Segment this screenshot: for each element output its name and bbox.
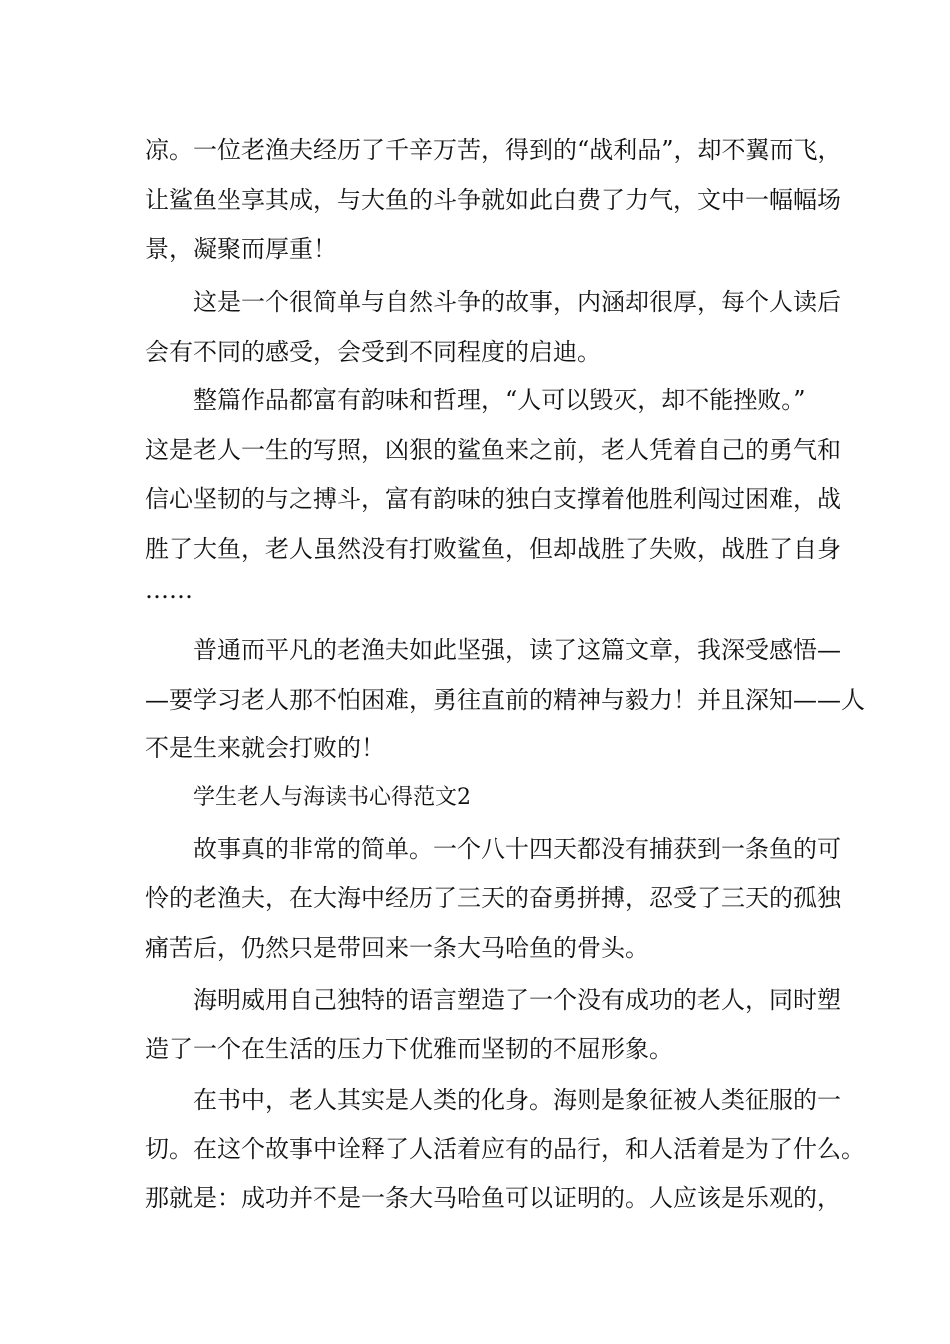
- body-text-line: 会有不同的感受，会受到不同程度的启迪。: [145, 338, 601, 366]
- body-text-line: 海明威用自己独特的语言塑造了一个没有成功的老人，同时塑: [193, 986, 841, 1014]
- body-text-line: 那就是：成功并不是一条大马哈鱼可以证明的。人应该是乐观的，: [145, 1184, 841, 1212]
- body-text-line: 这是一个很简单与自然斗争的故事，内涵却很厚，每个人读后: [193, 288, 841, 316]
- body-text-line: 普通而平凡的老渔夫如此坚强，读了这篇文章，我深受感悟—: [193, 636, 841, 664]
- body-text-line: —要学习老人那不怕困难，勇往直前的精神与毅力！并且深知——人: [145, 686, 865, 714]
- section-heading: 学生老人与海读书心得范文2: [193, 785, 471, 810]
- body-text-line: 让鲨鱼坐享其成，与大鱼的斗争就如此白费了力气，文中一幅幅场: [145, 186, 841, 214]
- body-text-line: 景，凝聚而厚重！: [145, 235, 337, 263]
- body-text-line: 造了一个在生活的压力下优雅而坚韧的不屈形象。: [145, 1035, 673, 1063]
- body-text-line: 不是生来就会打败的！: [145, 734, 385, 762]
- body-text-line: 这是老人一生的写照，凶狠的鲨鱼来之前，老人凭着自己的勇气和: [145, 436, 841, 464]
- body-text-line: 凉。一位老渔夫经历了千辛万苦，得到的“战利品”，却不翼而飞，: [145, 136, 842, 164]
- body-text-line: 怜的老渔夫，在大海中经历了三天的奋勇拼搏，忍受了三天的孤独: [145, 884, 841, 912]
- body-text-line: 故事真的非常的简单。一个八十四天都没有捕获到一条鱼的可: [193, 835, 841, 863]
- body-text-line: 整篇作品都富有韵味和哲理，“人可以毁灭，却不能挫败。”: [193, 386, 806, 414]
- body-text-line: 切。在这个故事中诠释了人活着应有的品行，和人活着是为了什么。: [145, 1135, 865, 1163]
- body-text-line: 胜了大鱼，老人虽然没有打败鲨鱼，但却战胜了失败，战胜了自身: [145, 535, 841, 563]
- body-text-line: 信心坚韧的与之搏斗，富有韵味的独白支撑着他胜利闯过困难，战: [145, 485, 841, 513]
- body-text-line: ……: [145, 576, 193, 604]
- body-text-line: 痛苦后，仍然只是带回来一条大马哈鱼的骨头。: [145, 934, 649, 962]
- body-text-line: 在书中，老人其实是人类的化身。海则是象征被人类征服的一: [193, 1086, 841, 1114]
